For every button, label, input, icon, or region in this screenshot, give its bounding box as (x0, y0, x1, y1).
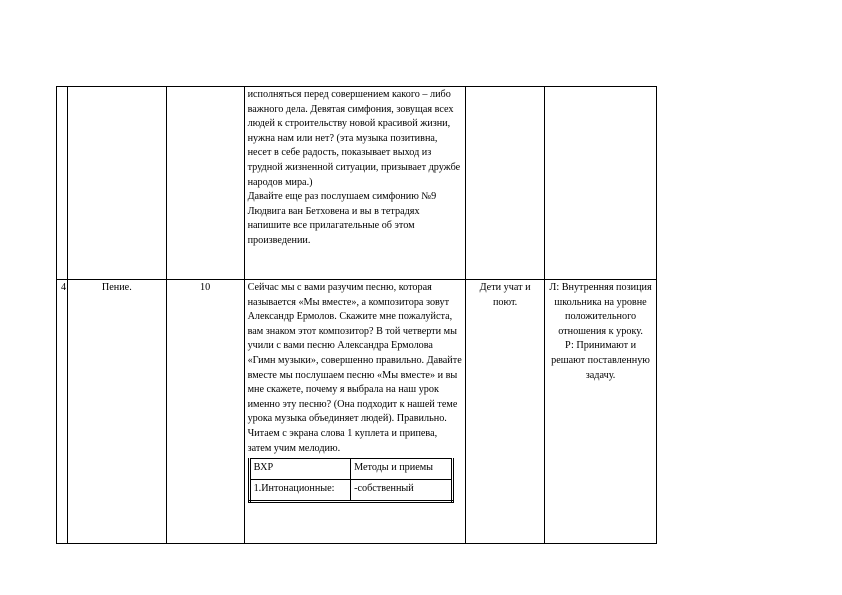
cell-stage: Пение. (67, 280, 166, 544)
content-paragraph: Сейчас мы с вами разучим песню, которая называется «Мы вместе», а композитора зовут Александр Ермолов. Скажите мне пожалуйста, вам знаком этот композитор? В той четверти мы учили с вами песню Александра Ермолова «Гимн музыки», совершенно правильно. Давайте вместе мы послушаем песню «Мы вместе» и вы мне скажете, почему я выбрала на наш урок именно эту песню? (Она подходит к нашей теме урока музыка объединяет людей). Правильно. Читаем с экрана слова 1 куплета и припева, затем учим мелодию. (247, 282, 462, 454)
cell-teacher-content (244, 87, 466, 280)
methods-header-vhr: ВХР (249, 459, 351, 480)
cell-uud (545, 280, 657, 544)
methods-header-methods: Методы и приемы (351, 459, 453, 480)
cell-number: 4 (57, 280, 68, 544)
cell-uud-empty (545, 87, 657, 280)
cell-teacher-content (244, 280, 466, 544)
cell-time: 10 (166, 280, 244, 544)
methods-cell-method: -собственный (351, 480, 453, 502)
cell-activity-empty (466, 87, 545, 280)
methods-table (248, 458, 454, 503)
content-paragraph: Давайте еще раз послушаем симфонию №9 Людвига ван Бетховена и вы в тетрадях напишите все прилагательные об этом произведении. (247, 191, 437, 246)
cell-number-empty (57, 87, 68, 280)
uud-personal: Л: Внутренняя позиция школьника на уровне положительного отношения к уроку. (549, 282, 652, 337)
cell-stage-empty (67, 87, 166, 280)
uud-regulatory: Р: Принимают и решают поставленную задачу. (551, 340, 650, 381)
methods-table-row (249, 480, 452, 502)
methods-cell-type: 1.Интонационные: (249, 480, 351, 502)
methods-table-header-row (249, 459, 452, 480)
table-row-continued (57, 87, 657, 280)
lesson-plan-table (56, 86, 657, 544)
content-paragraph: исполняться перед совершением какого – либо важного дела. Девятая симфония, зовущая всех людей к строительству новой красивой жизни, нужна нам или нет? (эта музыка позитивна, несет в себе радость, показывает выход из трудной жизненной ситуации, призывает дружбе народов мира.) (247, 89, 461, 188)
cell-time-empty (166, 87, 244, 280)
table-row-singing (57, 280, 657, 544)
cell-children-activity: Дети учат и поют. (466, 280, 545, 544)
